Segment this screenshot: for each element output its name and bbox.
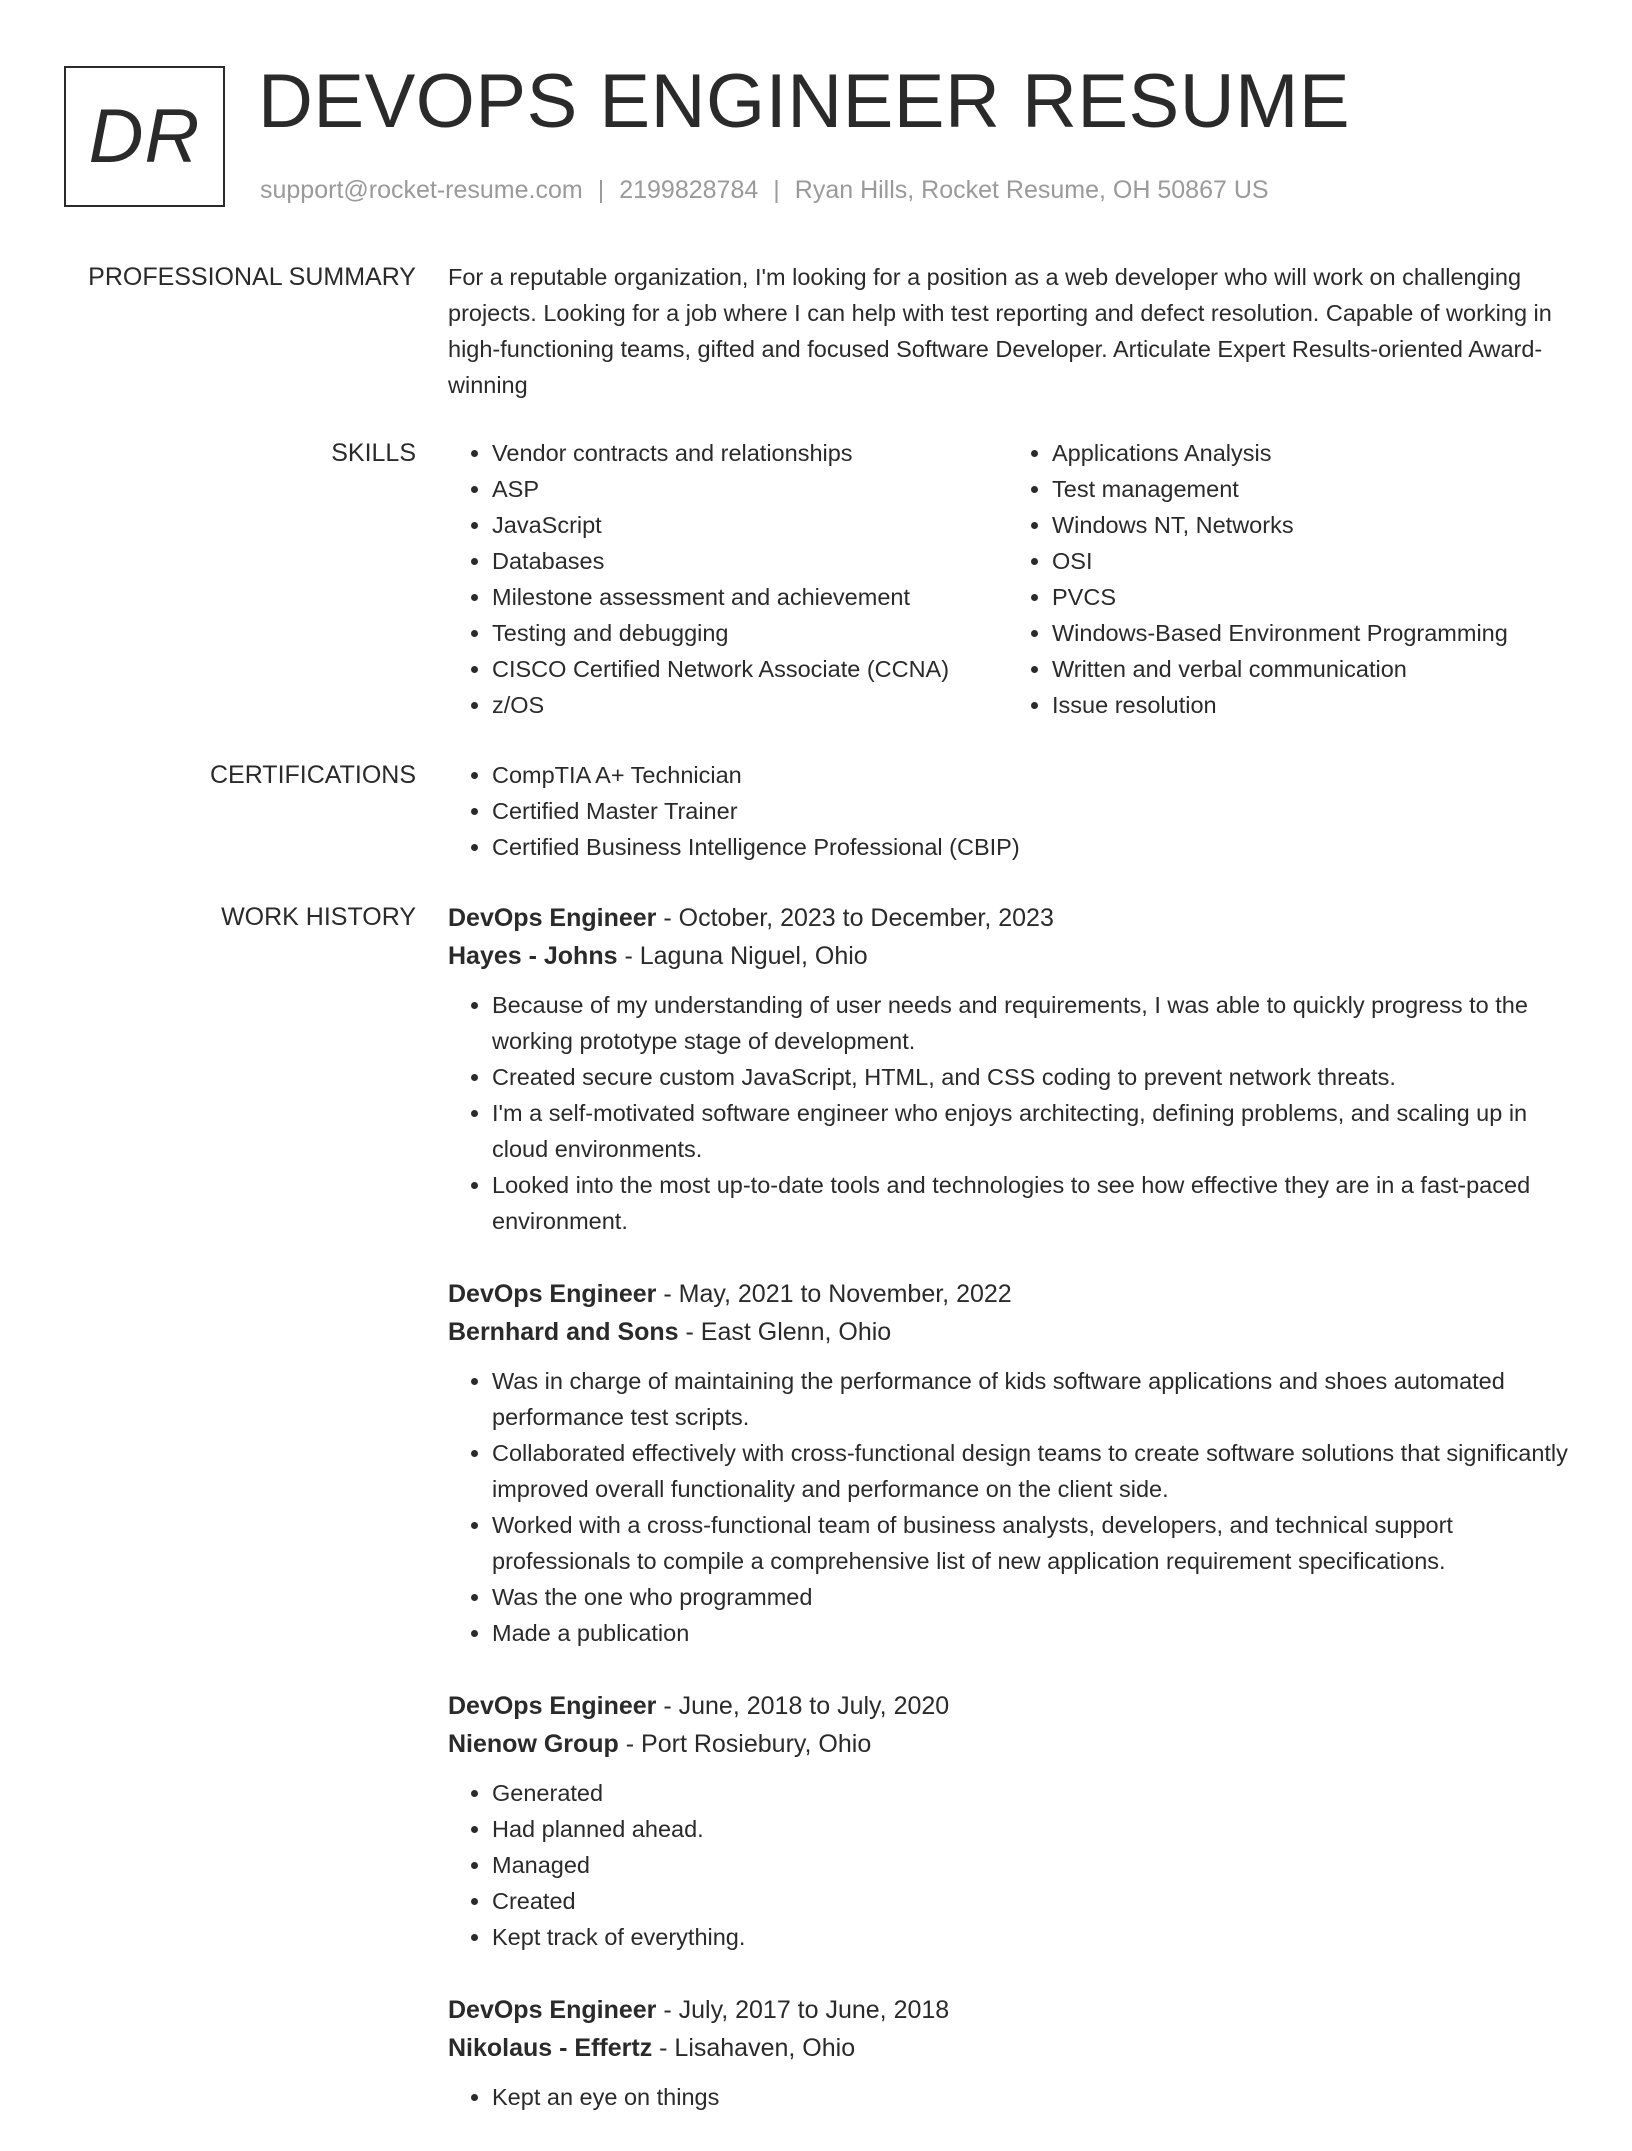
list-item: • Was in charge of maintaining the performance of kids software applications and shoes automated performance test scripts.: [492, 1363, 1568, 1435]
certifications-list: [448, 757, 1568, 865]
job-bullets: [448, 1363, 1568, 1651]
list-item: • JavaScript: [492, 507, 1008, 543]
list-item: • z/OS: [492, 687, 1008, 723]
job-title-line: [448, 1991, 1568, 2029]
list-item: • Was the one who programmed: [492, 1579, 1568, 1615]
job-bullets: [448, 2079, 1568, 2115]
job-location: - Lisahaven, Ohio: [652, 2034, 856, 2062]
contact-separator: |: [597, 176, 605, 204]
job-location: - Laguna Niguel, Ohio: [617, 942, 868, 970]
job-title-line: [448, 899, 1568, 937]
job-company-line: [448, 1725, 1568, 1763]
job-bullets: [448, 1775, 1568, 1955]
list-item: • CISCO Certified Network Associate (CCNA): [492, 651, 1008, 687]
contact-line: [260, 174, 1269, 206]
list-item: • Issue resolution: [1052, 687, 1568, 723]
list-item: • Vendor contracts and relationships: [492, 435, 1008, 471]
list-item: • Created secure custom JavaScript, HTML, and CSS coding to prevent network threats.: [492, 1059, 1568, 1095]
list-item: • ASP: [492, 471, 1008, 507]
job-dates: - June, 2018 to July, 2020: [656, 1692, 950, 1720]
contact-separator: |: [773, 176, 780, 204]
list-item: • I'm a self-motivated software engineer who enjoys architecting, defining problems, and scaling up in cloud environments.: [492, 1095, 1568, 1167]
job-location: - Port Rosiebury, Ohio: [618, 1730, 872, 1758]
list-item: • Testing and debugging: [492, 615, 1008, 651]
certifications-label: CERTIFICATIONS: [209, 761, 416, 789]
skills-list-right: [1008, 435, 1568, 723]
job-title-line: [448, 1687, 1568, 1725]
contact-address: Ryan Hills, Rocket Resume, OH 50867 US: [794, 176, 1269, 204]
job-company-line: [448, 2029, 1568, 2067]
list-item: • Created: [492, 1883, 1568, 1919]
job-title-line: [448, 1275, 1568, 1313]
list-item: • Certified Master Trainer: [492, 793, 1568, 829]
list-item: • Written and verbal communication: [1052, 651, 1568, 687]
list-item: • OSI: [1052, 543, 1568, 579]
contact-email[interactable]: support@rocket-resume.com: [260, 176, 583, 204]
list-item: • Generated: [492, 1775, 1568, 1811]
list-item: • Because of my understanding of user needs and requirements, I was able to quickly progress to the working prototype stage of development.: [492, 987, 1568, 1059]
work-history-body: [448, 899, 1568, 2151]
list-item: • Applications Analysis: [1052, 435, 1568, 471]
list-item: • Made a publication: [492, 1615, 1568, 1651]
job-entry: [448, 1275, 1568, 1651]
list-item: • Databases: [492, 543, 1008, 579]
job-dates: - May, 2021 to November, 2022: [656, 1280, 1012, 1308]
summary-label: PROFESSIONAL SUMMARY: [88, 263, 416, 291]
job-company: Bernhard and Sons: [448, 1318, 679, 1346]
job-entry: [448, 899, 1568, 1239]
list-item: • Windows-Based Environment Programming: [1052, 615, 1568, 651]
list-item: • Had planned ahead.: [492, 1811, 1568, 1847]
list-item: • Collaborated effectively with cross-functional design teams to create software solutions that significantly improved overall functionality and performance on the client side.: [492, 1435, 1568, 1507]
list-item: • Windows NT, Networks: [1052, 507, 1568, 543]
list-item: • Certified Business Intelligence Professional (CBIP): [492, 829, 1568, 865]
job-dates: - October, 2023 to December, 2023: [656, 904, 1054, 932]
skills-columns: [448, 435, 1568, 723]
job-dates: - July, 2017 to June, 2018: [656, 1996, 950, 2024]
list-item: • Managed: [492, 1847, 1568, 1883]
skills-list-left: [448, 435, 1008, 723]
job-entry: [448, 1687, 1568, 1955]
job-company: Nikolaus - Effertz: [448, 2034, 653, 2062]
job-bullets: [448, 987, 1568, 1239]
list-item: • CompTIA A+ Technician: [492, 757, 1568, 793]
work-history-label: WORK HISTORY: [221, 903, 416, 931]
list-item: • Milestone assessment and achievement: [492, 579, 1008, 615]
job-title: DevOps Engineer: [448, 1692, 657, 1720]
certifications-body: [448, 757, 1568, 865]
list-item: • PVCS: [1052, 579, 1568, 615]
job-title: DevOps Engineer: [448, 1280, 657, 1308]
list-item: • Test management: [1052, 471, 1568, 507]
job-company-line: [448, 1313, 1568, 1351]
job-company: Hayes - Johns: [448, 942, 618, 970]
list-item: • Kept an eye on things: [492, 2079, 1568, 2115]
job-title: DevOps Engineer: [448, 1996, 657, 2024]
job-company-line: [448, 937, 1568, 975]
job-company: Nienow Group: [448, 1730, 619, 1758]
contact-phone[interactable]: 2199828784: [619, 176, 759, 204]
monogram-initials: DR: [64, 66, 225, 207]
resume-title: DEVOPS ENGINEER RESUME: [258, 59, 1351, 144]
job-entry: [448, 1991, 1568, 2115]
list-item: • Looked into the most up-to-date tools and technologies to see how effective they are in a fast-paced environment.: [492, 1167, 1568, 1239]
job-title: DevOps Engineer: [448, 904, 657, 932]
job-location: - East Glenn, Ohio: [678, 1318, 892, 1346]
list-item: • Kept track of everything.: [492, 1919, 1568, 1955]
summary-text: For a reputable organization, I'm looking for a position as a web developer who will work on challenging projects. Looking for a job where I can help with test reporting and defect resolution. Capable of working in high-functioning teams, gifted and focused Software Developer. Articulate Expert Results-oriented Award-winning: [448, 264, 1552, 398]
list-item: • Worked with a cross-functional team of business analysts, developers, and technical support professionals to compile a comprehensive list of new application requirement specifications.: [492, 1507, 1568, 1579]
skills-label: SKILLS: [331, 439, 416, 467]
